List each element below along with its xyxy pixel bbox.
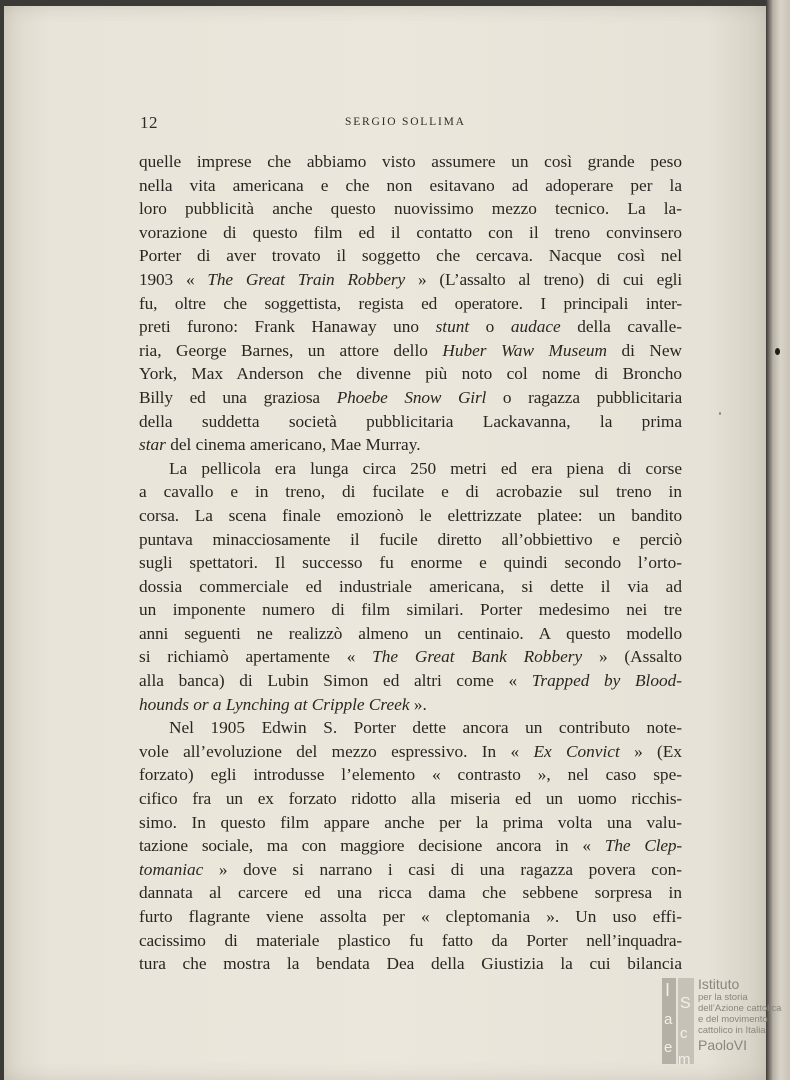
paragraph-2 bbox=[139, 457, 682, 717]
page-number: 12 bbox=[140, 113, 158, 132]
svg-text:a: a bbox=[664, 1011, 673, 1028]
text-line: puntava minacciosamente il fucile diretto all’obbiettivo e perciò bbox=[139, 529, 682, 549]
italic-title: star bbox=[139, 435, 166, 455]
text-line: Billy ed una graziosa Phoebe Snow Girl o ragazza pubblicitaria bbox=[139, 387, 682, 407]
text-line: un imponente numero di film similari. Porter medesimo nei tre bbox=[139, 600, 682, 620]
watermark-footer: PaoloVI bbox=[698, 1037, 748, 1053]
watermark-line: e del movimento bbox=[698, 1014, 768, 1025]
text-line: anni seguenti ne realizzò almeno un centinaio. A questo modello bbox=[139, 623, 682, 643]
text-line: hounds or a Lynching at Cripple Creek ». bbox=[139, 694, 427, 714]
text-line: loro pubblicità anche questo nuovissimo mezzo tecnico. La la- bbox=[139, 199, 682, 219]
isacem-monogram-icon bbox=[662, 976, 696, 1066]
text-line: ria, George Barnes, un attore dello Huber Waw Museum di New bbox=[139, 340, 683, 360]
text-line: vole all’evoluzione del mezzo espressivo. In « Ex Convict » (Ex bbox=[139, 741, 682, 761]
italic-title: Phoebe Snow Girl bbox=[336, 387, 487, 407]
italic-title: Ex Convict bbox=[533, 741, 620, 761]
svg-text:c: c bbox=[680, 1025, 688, 1042]
text-line: Nel 1905 Edwin S. Porter dette ancora un contributo note- bbox=[169, 718, 682, 738]
svg-text:I: I bbox=[665, 980, 671, 1000]
text-line: sugli spettatori. Il successo fu enorme e quindi secondo l’orto- bbox=[139, 553, 682, 573]
text-line: preti furono: Frank Hanaway uno stunt o audace della cavalle- bbox=[139, 317, 683, 337]
ink-speck bbox=[719, 412, 721, 415]
watermark-text bbox=[698, 976, 781, 1054]
text-line: simo. In questo film appare anche per la prima volta una valu- bbox=[139, 812, 682, 832]
text-line: 1903 « The Great Train Robbery » (L’assalto al treno) di cui egli bbox=[139, 269, 682, 289]
text-line: corsa. La scena finale emozionò le elettrizzate platee: un bandito bbox=[139, 505, 682, 525]
text-line: tomaniac » dove si narrano i casi di una ragazza povera con- bbox=[139, 859, 682, 879]
italic-title: Trapped by Blood- bbox=[531, 671, 682, 691]
text-line: a cavallo e in treno, di fucilate e di acrobazie sul treno in bbox=[139, 482, 682, 502]
watermark-line: cattolico in Italia bbox=[698, 1025, 766, 1036]
text-line: La pellicola era lunga circa 250 metri ed era piena di corse bbox=[169, 458, 682, 478]
text-line: quelle imprese che abbiamo visto assumere un così grande peso bbox=[139, 152, 682, 171]
italic-title: audace bbox=[510, 317, 561, 337]
text-line: star del cinema americano, Mae Murray. bbox=[139, 435, 421, 455]
body-text bbox=[139, 150, 682, 976]
ink-speck bbox=[775, 348, 780, 355]
italic-title: tomaniac bbox=[139, 859, 204, 879]
italic-title: stunt bbox=[435, 317, 470, 337]
watermark-title: Istituto bbox=[698, 976, 740, 992]
watermark-line: dell’Azione cattolica bbox=[698, 1003, 782, 1014]
page-edge-shadow bbox=[766, 0, 790, 1080]
italic-title: The Clep- bbox=[604, 836, 682, 856]
text-line: forzato) egli introdusse l’elemento « contrasto », nel caso spe- bbox=[139, 765, 682, 785]
text-line: si richiamò apertamente « The Great Bank Robbery » (Assalto bbox=[139, 647, 682, 667]
svg-text:m: m bbox=[678, 1051, 691, 1066]
text-line: cifico fra un ex forzato ridotto alla miseria ed un uomo ricchis- bbox=[139, 789, 682, 809]
isacem-watermark bbox=[662, 976, 786, 1066]
paragraph-3 bbox=[139, 716, 682, 976]
text-line: tazione sociale, ma con maggiore decisione ancora in « The Clep- bbox=[139, 836, 682, 856]
italic-title: hounds or a Lynching at Cripple Creek bbox=[139, 694, 410, 714]
watermark-line: per la storia bbox=[698, 992, 748, 1003]
text-line: furto flagrante viene assolta per « cleptomania ». Un uso effi- bbox=[139, 907, 682, 926]
paragraph-1 bbox=[139, 150, 682, 457]
italic-title: The Great Bank Robbery bbox=[372, 647, 583, 667]
text-line: tura che mostra la bendata Dea della Giustizia la cui bilancia bbox=[139, 954, 682, 974]
italic-title: Huber Waw Museum bbox=[442, 340, 607, 360]
text-line: della suddetta società pubblicitaria Lackavanna, la prima bbox=[139, 411, 682, 431]
text-line: fu, oltre che soggettista, regista ed operatore. I principali inter- bbox=[139, 293, 682, 313]
text-line: dannata al carcere ed una ricca dama che sebbene sorpresa in bbox=[139, 883, 682, 903]
svg-text:S: S bbox=[680, 995, 691, 1012]
running-head-author: SERGIO SOLLIMA bbox=[345, 116, 466, 128]
text-line: York, Max Anderson che divenne più noto col nome di Broncho bbox=[139, 364, 682, 384]
text-line: alla banca) di Lubin Simon ed altri come « Trapped by Blood- bbox=[139, 671, 682, 691]
text-line: nella vita americana e che non esitavano ad adoperare per la bbox=[139, 175, 682, 195]
text-line: Porter di aver trovato il soggetto che cercava. Nacque così nel bbox=[139, 246, 682, 266]
text-line: vorazione di questo film ed il contatto con il treno convinsero bbox=[139, 222, 682, 242]
text-line: cacissimo di materiale plastico fu fatto da Porter nell’inquadra- bbox=[139, 930, 682, 950]
svg-text:e: e bbox=[664, 1039, 673, 1056]
italic-title: The Great Train Robbery bbox=[207, 269, 405, 289]
text-line: dossia commerciale ed industriale americana, si dette il via ad bbox=[139, 576, 682, 596]
page-header bbox=[0, 113, 790, 137]
